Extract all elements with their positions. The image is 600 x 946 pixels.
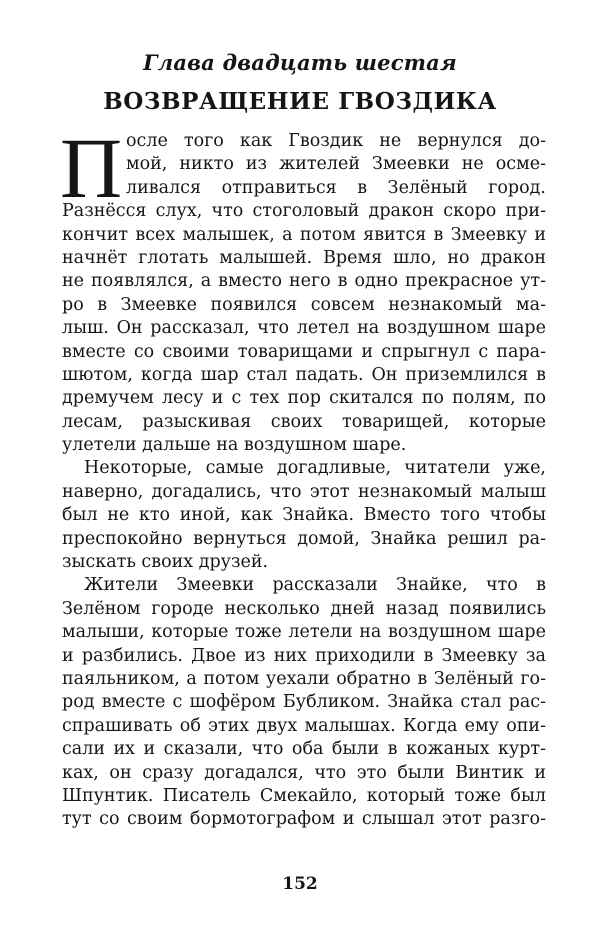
text-line: лесам, разыскивая своих товарищей, которые [62, 411, 546, 432]
text-line: Зелёном городе несколько дней назад появились [62, 598, 546, 619]
text-line: зыскать своих друзей. [62, 552, 269, 573]
text-line: паяльником, а потом уехали обратно в Зелёный го- [62, 668, 546, 689]
text-line: Жители Змеевки рассказали Знайке, что в [84, 575, 546, 596]
text-line: вместе со своими товарищами и спрыгнул с пара- [62, 341, 546, 362]
text-line: кончит всех малышек, а потом явится в Змеевку и [62, 224, 546, 245]
text-line: и разбились. Двое из них приходили в Змеевку за [62, 645, 546, 666]
drop-cap: П [60, 120, 123, 216]
text-line: сали их и сказали, что оба были в кожаных курт- [62, 739, 546, 760]
text-line: не появлялся, а вместо него в одно прекрасное ут- [62, 271, 546, 292]
text-line: осле того как Гвоздик не вернулся до- [126, 131, 546, 151]
text-line: преспокойно вернуться домой, Знайка решил ра- [62, 528, 546, 549]
text-line: наверно, догадались, что этот незнакомый малыш [62, 481, 546, 502]
chapter-title: ВОЗВРАЩЕНИЕ ГВОЗДИКА [103, 88, 497, 115]
text-line: ливался отправиться в Зелёный город. [126, 177, 546, 198]
text-line: малыши, которые тоже летели на воздушном шаре [62, 622, 546, 643]
text-line: был не кто иной, как Знайка. Вместо того чтобы [62, 505, 546, 526]
text-line: ро в Змеевке появился совсем незнакомый ма- [62, 294, 546, 315]
text-line: шютом, когда шар стал падать. Он приземлился в [62, 364, 546, 385]
text-line: мой, никто из жителей Змеевки не осме- [126, 154, 546, 175]
text-line: род вместе с шофёром Бубликом. Знайка стал рас- [62, 692, 546, 713]
chapter-label: Глава двадцать шестая [143, 50, 457, 75]
text-line: Некоторые, самые догадливые, читатели уже, [84, 458, 546, 479]
page-number: 152 [282, 874, 318, 894]
text-line: ках, он сразу догадался, что это были Винтик и [62, 762, 546, 783]
text-line: Шпунтик. Писатель Смекайло, который тоже был [62, 785, 546, 806]
body-text [60, 120, 546, 832]
text-line: тут со своим бормотографом и слышал этот разго- [62, 809, 546, 830]
text-line: спрашивать об этих двух малышах. Когда ему опи- [62, 715, 546, 736]
text-line: начнёт глотать малышей. Время шло, но дракон [62, 247, 546, 268]
text-line: лыш. Он рассказал, что летел на воздушном шаре [62, 318, 546, 339]
text-line: Разнёсся слух, что стоголовый дракон скоро при- [62, 201, 546, 222]
text-line: улетели дальше на воздушном шаре. [62, 435, 407, 456]
text-line: дремучем лесу и с тех пор скитался по полям, по [62, 388, 546, 409]
